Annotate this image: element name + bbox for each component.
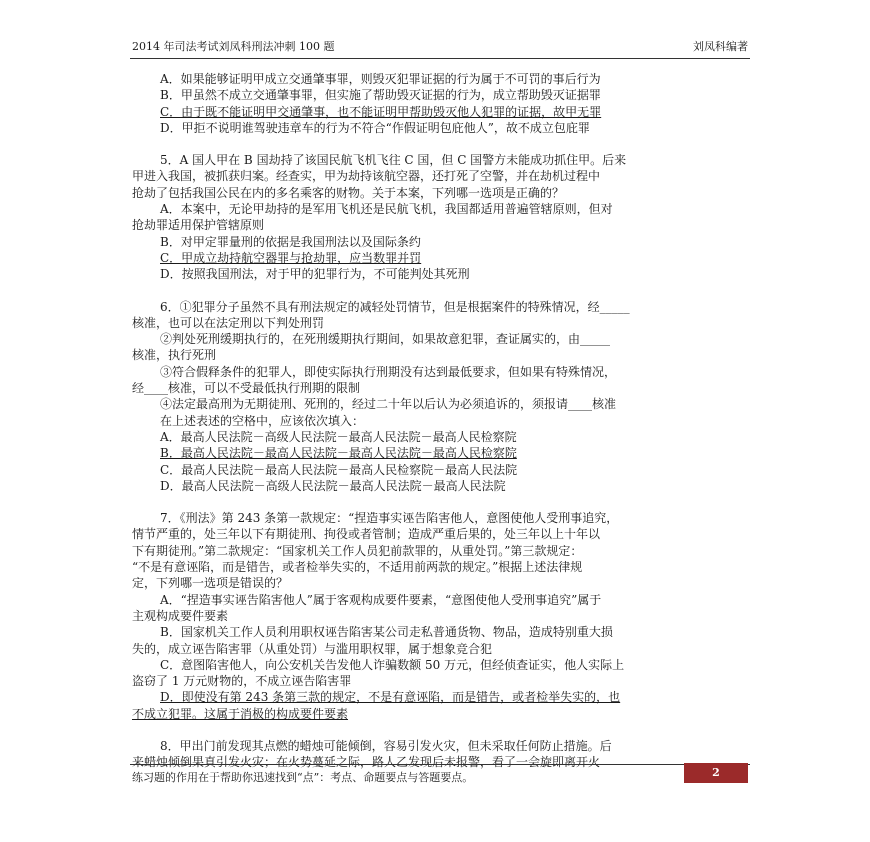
text-line <box>132 152 744 168</box>
text-line <box>132 510 744 526</box>
text-line <box>132 168 744 184</box>
text-line <box>132 104 744 120</box>
text-line-content: 来蜡烛倾倒果真引发火灾；在火势蔓延之际，路人乙发现后未报警，看了一会旋即离开火 <box>132 755 601 770</box>
text-line <box>132 543 744 559</box>
page-header <box>130 38 750 54</box>
text-line <box>132 624 744 640</box>
text-line-content: 5．A 国人甲在 B 国劫持了该国民航飞机飞往 C 国，但 C 国警方未能成功抓住甲。后来 <box>160 153 627 168</box>
text-line <box>132 250 744 266</box>
text-line-content: ④法定最高刑为无期徒刑、死刑的，经过二十年以后认为必须追诉的，须报请____核准 <box>160 397 617 412</box>
text-line-content: B．最高人民法院－最高人民法院－最高人民法院－最高人民检察院 <box>160 446 517 461</box>
text-line-content: D．即使没有第 243 条第三款的规定，不是有意诬陷，而是错告，或者检举失实的，也 <box>160 690 621 705</box>
text-line-content: 下有期徒刑。”第二款规定：“国家机关工作人员犯前款罪的，从重处罚。”第三款规定： <box>132 543 583 558</box>
text-line <box>132 364 744 380</box>
text-line-content: 在上述表述的空格中，应该依次填入： <box>160 413 365 428</box>
text-line <box>132 185 744 201</box>
header-author: 刘凤科编著 <box>693 40 748 53</box>
paragraph-gap <box>132 722 744 738</box>
text-line <box>132 299 744 315</box>
text-line <box>132 234 744 250</box>
text-line <box>132 673 744 689</box>
text-line-content: A．如果能够证明甲成立交通肇事罪，则毁灭犯罪证据的行为属于不可罚的事后行为 <box>160 72 601 86</box>
text-line <box>132 641 744 657</box>
text-line <box>132 559 744 575</box>
text-line-content: 抢劫了包括我国公民在内的多名乘客的财物。关于本案，下列哪一选项是正确的？ <box>132 185 565 200</box>
text-line-content: 情节严重的，处三年以下有期徒刑、拘役或者管制；造成严重后果的，处三年以上十年以 <box>132 527 601 542</box>
text-line-content: 8．甲出门前发现其点燃的蜡烛可能倾倒，容易引发火灾，但未采取任何防止措施。后 <box>160 738 612 753</box>
text-line <box>132 380 744 396</box>
text-line-content: C．最高人民法院－最高人民法院－最高人民检察院－最高人民法院 <box>160 462 518 477</box>
text-line <box>132 266 744 282</box>
text-line-content: ③符合假释条件的犯罪人，即使实际执行刑期没有达到最低要求，但如果有特殊情况， <box>160 364 617 379</box>
text-line-content: 主观构成要件要素 <box>132 608 229 623</box>
text-line-content: A．本案中，无论甲劫持的是军用飞机还是民航飞机，我国都适用普遍管辖原则，但对 <box>160 202 613 217</box>
paragraph-gap <box>132 136 744 152</box>
text-line-content: D．甲拒不说明谁驾驶违章车的行为不符合“作假证明包庇他人”，故不成立包庇罪 <box>160 120 590 135</box>
text-line <box>132 575 744 591</box>
text-line <box>132 347 744 363</box>
text-line-content: 定，下列哪一选项是错误的？ <box>132 576 289 591</box>
text-line <box>132 608 744 624</box>
text-line <box>132 331 744 347</box>
text-line-content: 不成立犯罪。这属于消极的构成要件要素 <box>132 706 349 721</box>
text-line <box>132 526 744 542</box>
text-line <box>132 478 744 494</box>
footer-note: 练习题的作用在于帮助你迅速找到“点”：考点、命题要点与答题要点。 <box>132 771 474 784</box>
text-line <box>132 71 744 87</box>
text-line-content: B．甲虽然不成立交通肇事罪，但实施了帮助毁灭证据的行为，成立帮助毁灭证据罪 <box>160 88 601 103</box>
text-line-content: “不是有意诬陷，而是错告，或者检举失实的，不适用前两款的规定。”根据上述法律规 <box>132 560 583 575</box>
text-line-content: 核准，也可以在法定刑以下判处刑罚 <box>132 315 325 330</box>
text-line <box>132 429 744 445</box>
page-number-badge: 2 <box>684 763 748 783</box>
text-line-content: B．对甲定罪量刑的依据是我国刑法以及国际条约 <box>160 234 421 249</box>
text-line-content: ②判处死刑缓期执行的，在死刑缓期执行期间，如果故意犯罪，查证属实的，由_____ <box>160 332 611 347</box>
text-line <box>132 315 744 331</box>
text-line-content: 6．①犯罪分子虽然不具有刑法规定的减轻处罚情节，但是根据案件的特殊情况，经_____ <box>160 299 630 314</box>
text-line-content: B．国家机关工作人员利用职权诬告陷害某公司走私普通货物、物品，造成特别重大损 <box>160 625 613 640</box>
header-divider <box>130 58 750 59</box>
text-line <box>132 413 744 429</box>
text-line <box>132 445 744 461</box>
text-line <box>132 592 744 608</box>
text-line-content: 甲进入我国，被抓获归案。经查实，甲为劫持该航空器，还打死了空警，并在劫机过程中 <box>132 169 601 184</box>
text-line-content: A．“捏造事实诬告陷害他人”属于客观构成要件要素，“意图使他人受刑事追究”属于 <box>160 592 602 607</box>
text-line-content: C．甲成立劫持航空器罪与抢劫罪，应当数罪并罚 <box>160 250 422 265</box>
text-line-content: A．最高人民法院－高级人民法院－最高人民法院－最高人民检察院 <box>160 429 517 444</box>
footer-divider <box>130 764 750 765</box>
text-line-content: C．意图陷害他人，向公安机关告发他人诈骗数额 50 万元，但经侦查证实，他人实际上 <box>160 657 625 672</box>
text-line <box>132 217 744 233</box>
text-line <box>132 706 744 722</box>
text-line <box>132 657 744 673</box>
text-line <box>132 462 744 478</box>
text-line <box>132 738 744 754</box>
text-line-content: 失的，成立诬告陷害罪（从重处罚）与滥用职权罪，属于想象竞合犯 <box>132 641 493 656</box>
paragraph-gap <box>132 494 744 510</box>
text-line-content: C．由于既不能证明甲交通肇事，也不能证明甲帮助毁灭他人犯罪的证据，故甲无罪 <box>160 104 602 119</box>
header-title: 2014 年司法考试刘凤科刑法冲刺 100 题 <box>132 40 335 53</box>
text-line-content: 盗窃了 1 万元财物的，不成立诬告陷害罪 <box>132 674 352 689</box>
text-line-content: 经____核准，可以不受最低执行刑期的限制 <box>132 381 361 396</box>
document-body <box>132 71 744 771</box>
text-line <box>132 201 744 217</box>
text-line-content: 核准，执行死刑 <box>132 348 217 363</box>
text-line <box>132 87 744 103</box>
text-line <box>132 396 744 412</box>
paragraph-gap <box>132 283 744 299</box>
text-line <box>132 689 744 705</box>
text-line-content: 7．《刑法》第 243 条第一款规定：“捏造事实诬告陷害他人，意图使他人受刑事追究， <box>160 511 619 526</box>
text-line-content: 抢劫罪适用保护管辖原则 <box>132 218 265 233</box>
text-line-content: D．最高人民法院－高级人民法院－最高人民法院－最高人民法院 <box>160 478 506 493</box>
text-line-content: D．按照我国刑法，对于甲的犯罪行为，不可能判处其死刑 <box>160 267 470 282</box>
text-line <box>132 120 744 136</box>
